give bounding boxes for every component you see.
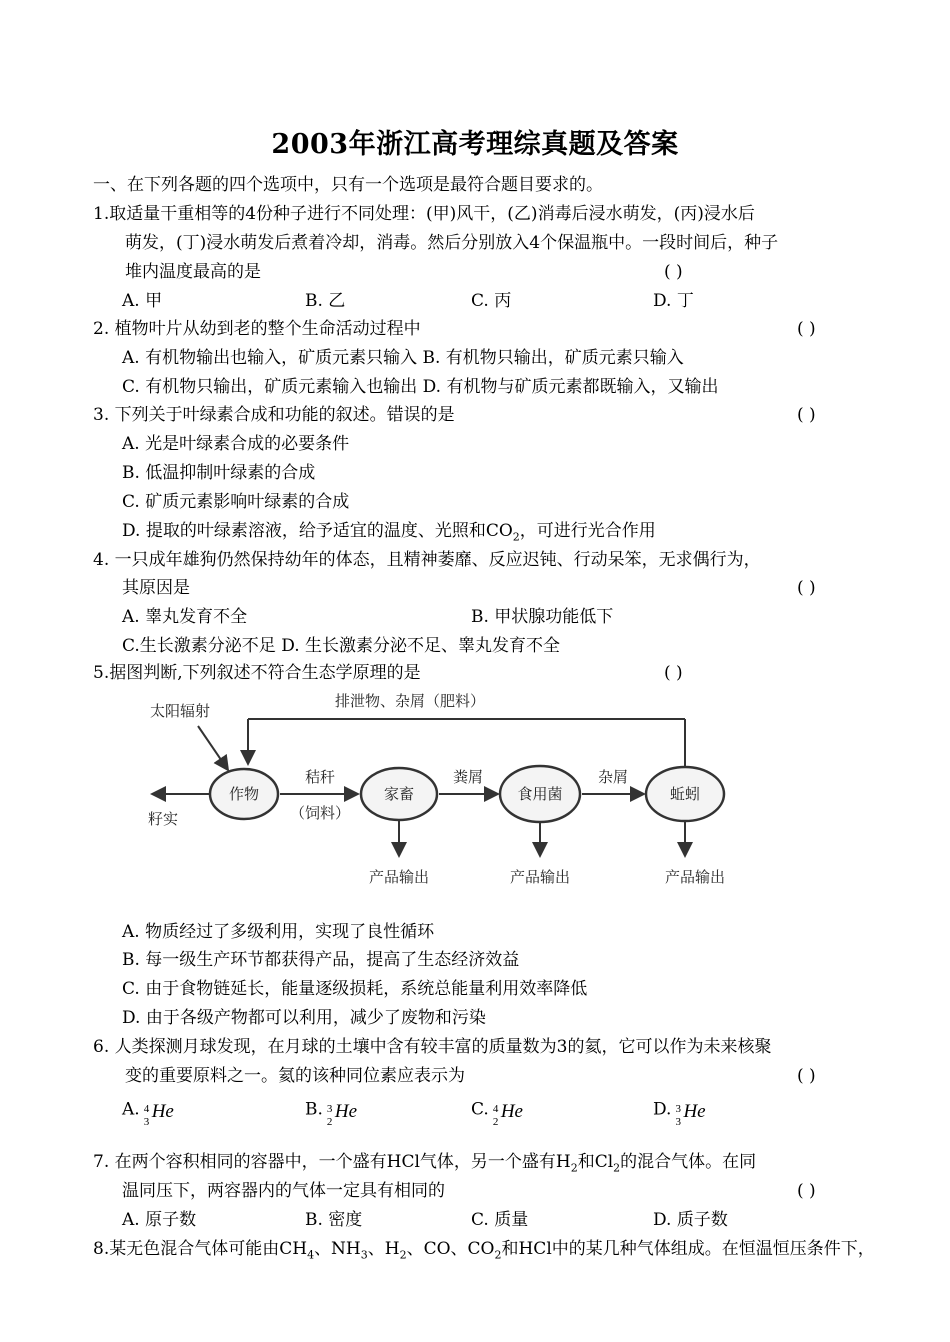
q5-option-d: D. 由于各级产物都可以利用，减少了废物和污染 [122,1008,486,1028]
q1-option-c: C. 丙 [471,291,512,311]
q1-line2: 萌发，(丁)浸水萌发后煮着冷却，消毒。然后分别放入4个保温瓶中。一段时间后，种子 [125,233,779,253]
section-instruction: 一、在下列各题的四个选项中，只有一个选项是最符合题目要求的。 [93,175,603,195]
q5-option-c: C. 由于食物链延长，能量逐级损耗，系统总能量利用效率降低 [122,979,588,999]
node-crop-label: 作物 [228,785,260,803]
q1-line1: 1.取适量干重相等的4份种子进行不同处理：(甲)风干，(乙)消毒后浸水萌发，(丙)浸水后 [93,204,755,224]
q1-answer-bracket: ( ) [664,262,683,282]
q7-line2: 温同压下，两容器内的气体一定具有相同的 [122,1181,445,1201]
q8-line1: 8.某无色混合气体可能由$CH_4$、$NH_3$、$H_2$、CO、$CO_2$和HCl中的某几种气体组成。在恒温恒压条件下， [93,1239,875,1262]
node-mushroom-label: 食用菌 [517,785,563,803]
node-livestock-label: 家畜 [383,785,415,803]
sun-arrow [198,726,228,770]
q6-option-b: B. 3 2 He [305,1099,358,1128]
q4-option-b: B. 甲状腺功能低下 [471,607,614,627]
q2-answer-bracket: ( ) [797,319,816,339]
q2-options-ab: A. 有机物输出也输入，矿质元素只输入 B. 有机物只输出，矿质元素只输入 [122,348,684,368]
output-label-livestock: 产品输出 [368,868,430,886]
seed-label: 籽实 [148,810,179,828]
ecology-flow-diagram [140,684,780,899]
q6-line2: 变的重要原料之一。氦的该种同位素应表示为 [125,1066,465,1086]
residue-label: 杂屑 [597,768,629,786]
q1-option-a: A. 甲 [122,291,163,311]
q5-option-a: A. 物质经过了多级利用，实现了良性循环 [122,922,435,942]
q4-line2: 其原因是 [122,578,190,598]
q6-option-d: D. 3 3 He [653,1099,706,1128]
q5-line1: 5.据图判断,下列叙述不符合生态学原理的是 [93,663,421,683]
q3-option-c: C. 矿质元素影响叶绿素的合成 [122,492,350,512]
q6-answer-bracket: ( ) [797,1066,816,1086]
q1-option-b: B. 乙 [305,291,346,311]
straw-label: 秸秆 [304,768,336,786]
q7-line1: 7. 在两个容积相同的容器中，一个盛有HCl气体，另一个盛有$H_2$和$Cl_2$的混合气体。在同 [93,1152,757,1175]
output-label-mushroom: 产品输出 [509,868,571,886]
q1-option-d: D. 丁 [653,291,694,311]
q7-option-d: D. 质子数 [653,1210,728,1230]
q4-option-a: A. 睾丸发育不全 [122,607,248,627]
page-title: 2003年浙江高考理综真题及答案 [271,129,679,160]
q6-option-c: C. 4 2 He [471,1099,523,1128]
q7-option-a: A. 原子数 [122,1210,197,1230]
q4-line1: 4. 一只成年雄狗仍然保持幼年的体态，且精神萎靡、反应迟钝、行动呆笨，无求偶行为， [93,550,761,570]
q3-option-b: B. 低温抑制叶绿素的合成 [122,463,316,483]
q2-options-cd: C. 有机物只输出，矿质元素输入也输出 D. 有机物与矿质元素都既输入，又输出 [122,377,719,397]
q3-option-d: D. 提取的叶绿素溶液，给予适宜的温度、光照和$CO_2$，可进行光合作用 [122,521,656,544]
q1-line3: 堆内温度最高的是 [125,262,261,282]
q7-answer-bracket: ( ) [797,1181,816,1201]
q5-option-b: B. 每一级生产环节都获得产品，提高了生态经济效益 [122,950,520,970]
manure-label: 粪屑 [452,768,484,786]
q7-option-c: C. 质量 [471,1210,529,1230]
sun-label: 太阳辐射 [150,702,211,720]
q5-answer-bracket: ( ) [664,663,683,683]
q3-option-a: A. 光是叶绿素合成的必要条件 [122,434,350,454]
q4-answer-bracket: ( ) [797,578,816,598]
fertilizer-label: 排泄物、杂屑（肥料） [335,692,486,710]
output-label-earthworm: 产品输出 [664,868,726,886]
q2-line1: 2. 植物叶片从幼到老的整个生命活动过程中 [93,319,421,339]
q6-line1: 6. 人类探测月球发现，在月球的土壤中含有较丰富的质量数为3的氦，它可以作为未来核聚 [93,1037,772,1057]
q6-option-a: A. 4 3 He [122,1099,174,1128]
q3-answer-bracket: ( ) [797,405,816,425]
feed-label: （饲料） [289,804,351,822]
q7-option-b: B. 密度 [305,1210,363,1230]
q4-options-cd: C.生长激素分泌不足 D. 生长激素分泌不足、睾丸发育不全 [122,636,561,656]
q3-line1: 3. 下列关于叶绿素合成和功能的叙述。错误的是 [93,405,455,425]
node-earthworm-label: 蚯蚓 [669,785,701,803]
